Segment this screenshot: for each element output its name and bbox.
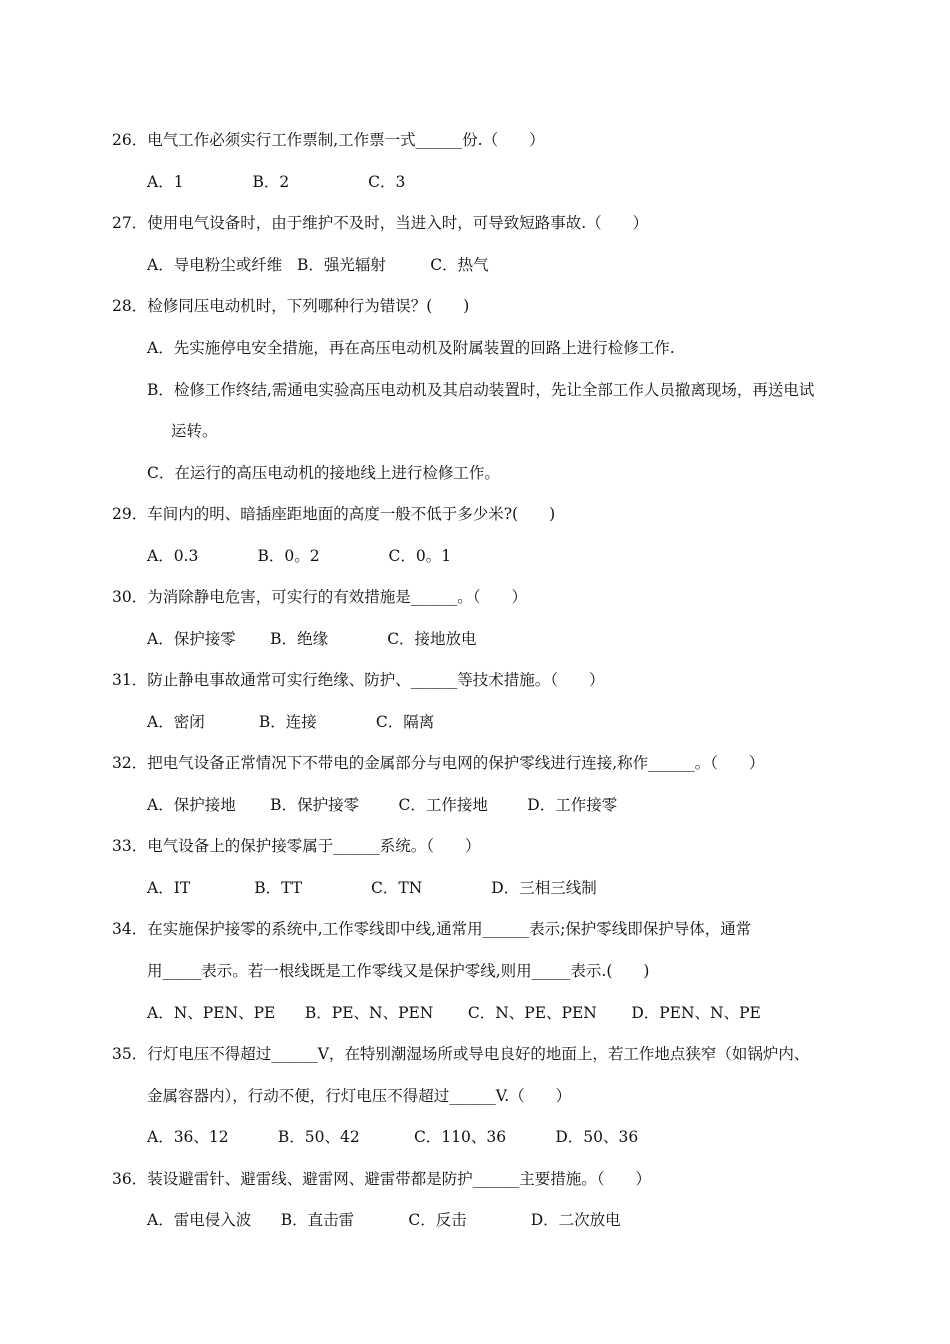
text-line: A．导电粉尘或纤维 B．强光辐射 C．热气 <box>147 256 489 274</box>
text-line: B．检修工作终结,需通电实验高压电动机及其启动装置时，先让全部工作人员撤离现场，再送电试 <box>147 381 815 399</box>
text-line: 28．检修同压电动机时，下列哪种行为错误？( ) <box>112 297 470 315</box>
text-line: A．IT B．TT C．TN D．三相三线制 <box>147 879 597 897</box>
text-line: A．0.3 B．0。2 C．0。1 <box>147 547 452 565</box>
text-line: 32．把电气设备正常情况下不带电的金属部分与电网的保护零线进行连接,称作______。（ ） <box>112 754 765 772</box>
text-line: 27．使用电气设备时，由于维护不及时，当进入时，可导致短路事故.（ ） <box>112 214 649 232</box>
text-line: 36．装设避雷针、避雷线、避雷网、避雷带都是防护______主要措施。（ ） <box>112 1170 651 1188</box>
text-line: A．先实施停电安全措施，再在高压电动机及附属装置的回路上进行检修工作. <box>147 339 675 357</box>
text-line: 26．电气工作必须实行工作票制,工作票一式______份.（ ） <box>112 131 545 149</box>
text-line: A．密闭 B．连接 C．隔离 <box>147 713 435 731</box>
text-line: 33．电气设备上的保护接零属于______系统。（ ） <box>112 837 481 855</box>
text-line: A．1 B．2 C．3 <box>147 173 406 191</box>
text-line: A．36、12 B．50、42 C．110、36 D．50、36 <box>147 1128 639 1146</box>
text-line: C．在运行的高压电动机的接地线上进行检修工作。 <box>147 464 500 482</box>
text-line: A．保护接零 B．绝缘 C．接地放电 <box>147 630 477 648</box>
text-line: 29．车间内的明、暗插座距地面的高度一般不低于多少米?( ) <box>112 505 556 523</box>
text-line: A．保护接地 B．保护接零 C．工作接地 D．工作接零 <box>147 796 618 814</box>
text-line: 30．为消除静电危害，可实行的有效措施是______。（ ） <box>112 588 527 606</box>
text-line: A．N、PEN、PE B．PE、N、PEN C．N、PE、PEN D．PEN、N、PE <box>147 1004 761 1022</box>
text-line: 34．在实施保护接零的系统中,工作零线即中线,通常用______表示;保护零线即保护导体，通常 <box>112 920 752 938</box>
text-line: 35．行灯电压不得超过______V，在特别潮湿场所或导电良好的地面上，若工作地点狭窄（如锅炉内、 <box>112 1045 810 1063</box>
text-line: 金属容器内），行动不便，行灯电压不得超过______V.（ ） <box>147 1087 572 1105</box>
text-line: 31．防止静电事故通常可实行绝缘、防护、______等技术措施。（ ） <box>112 671 605 689</box>
text-line: 用_____表示。若一根线既是工作零线又是保护零线,则用_____表示.( ) <box>147 962 650 980</box>
text-line: 运转。 <box>171 422 218 440</box>
text-line: A．雷电侵入波 B．直击雷 C．反击 D．二次放电 <box>147 1211 621 1229</box>
